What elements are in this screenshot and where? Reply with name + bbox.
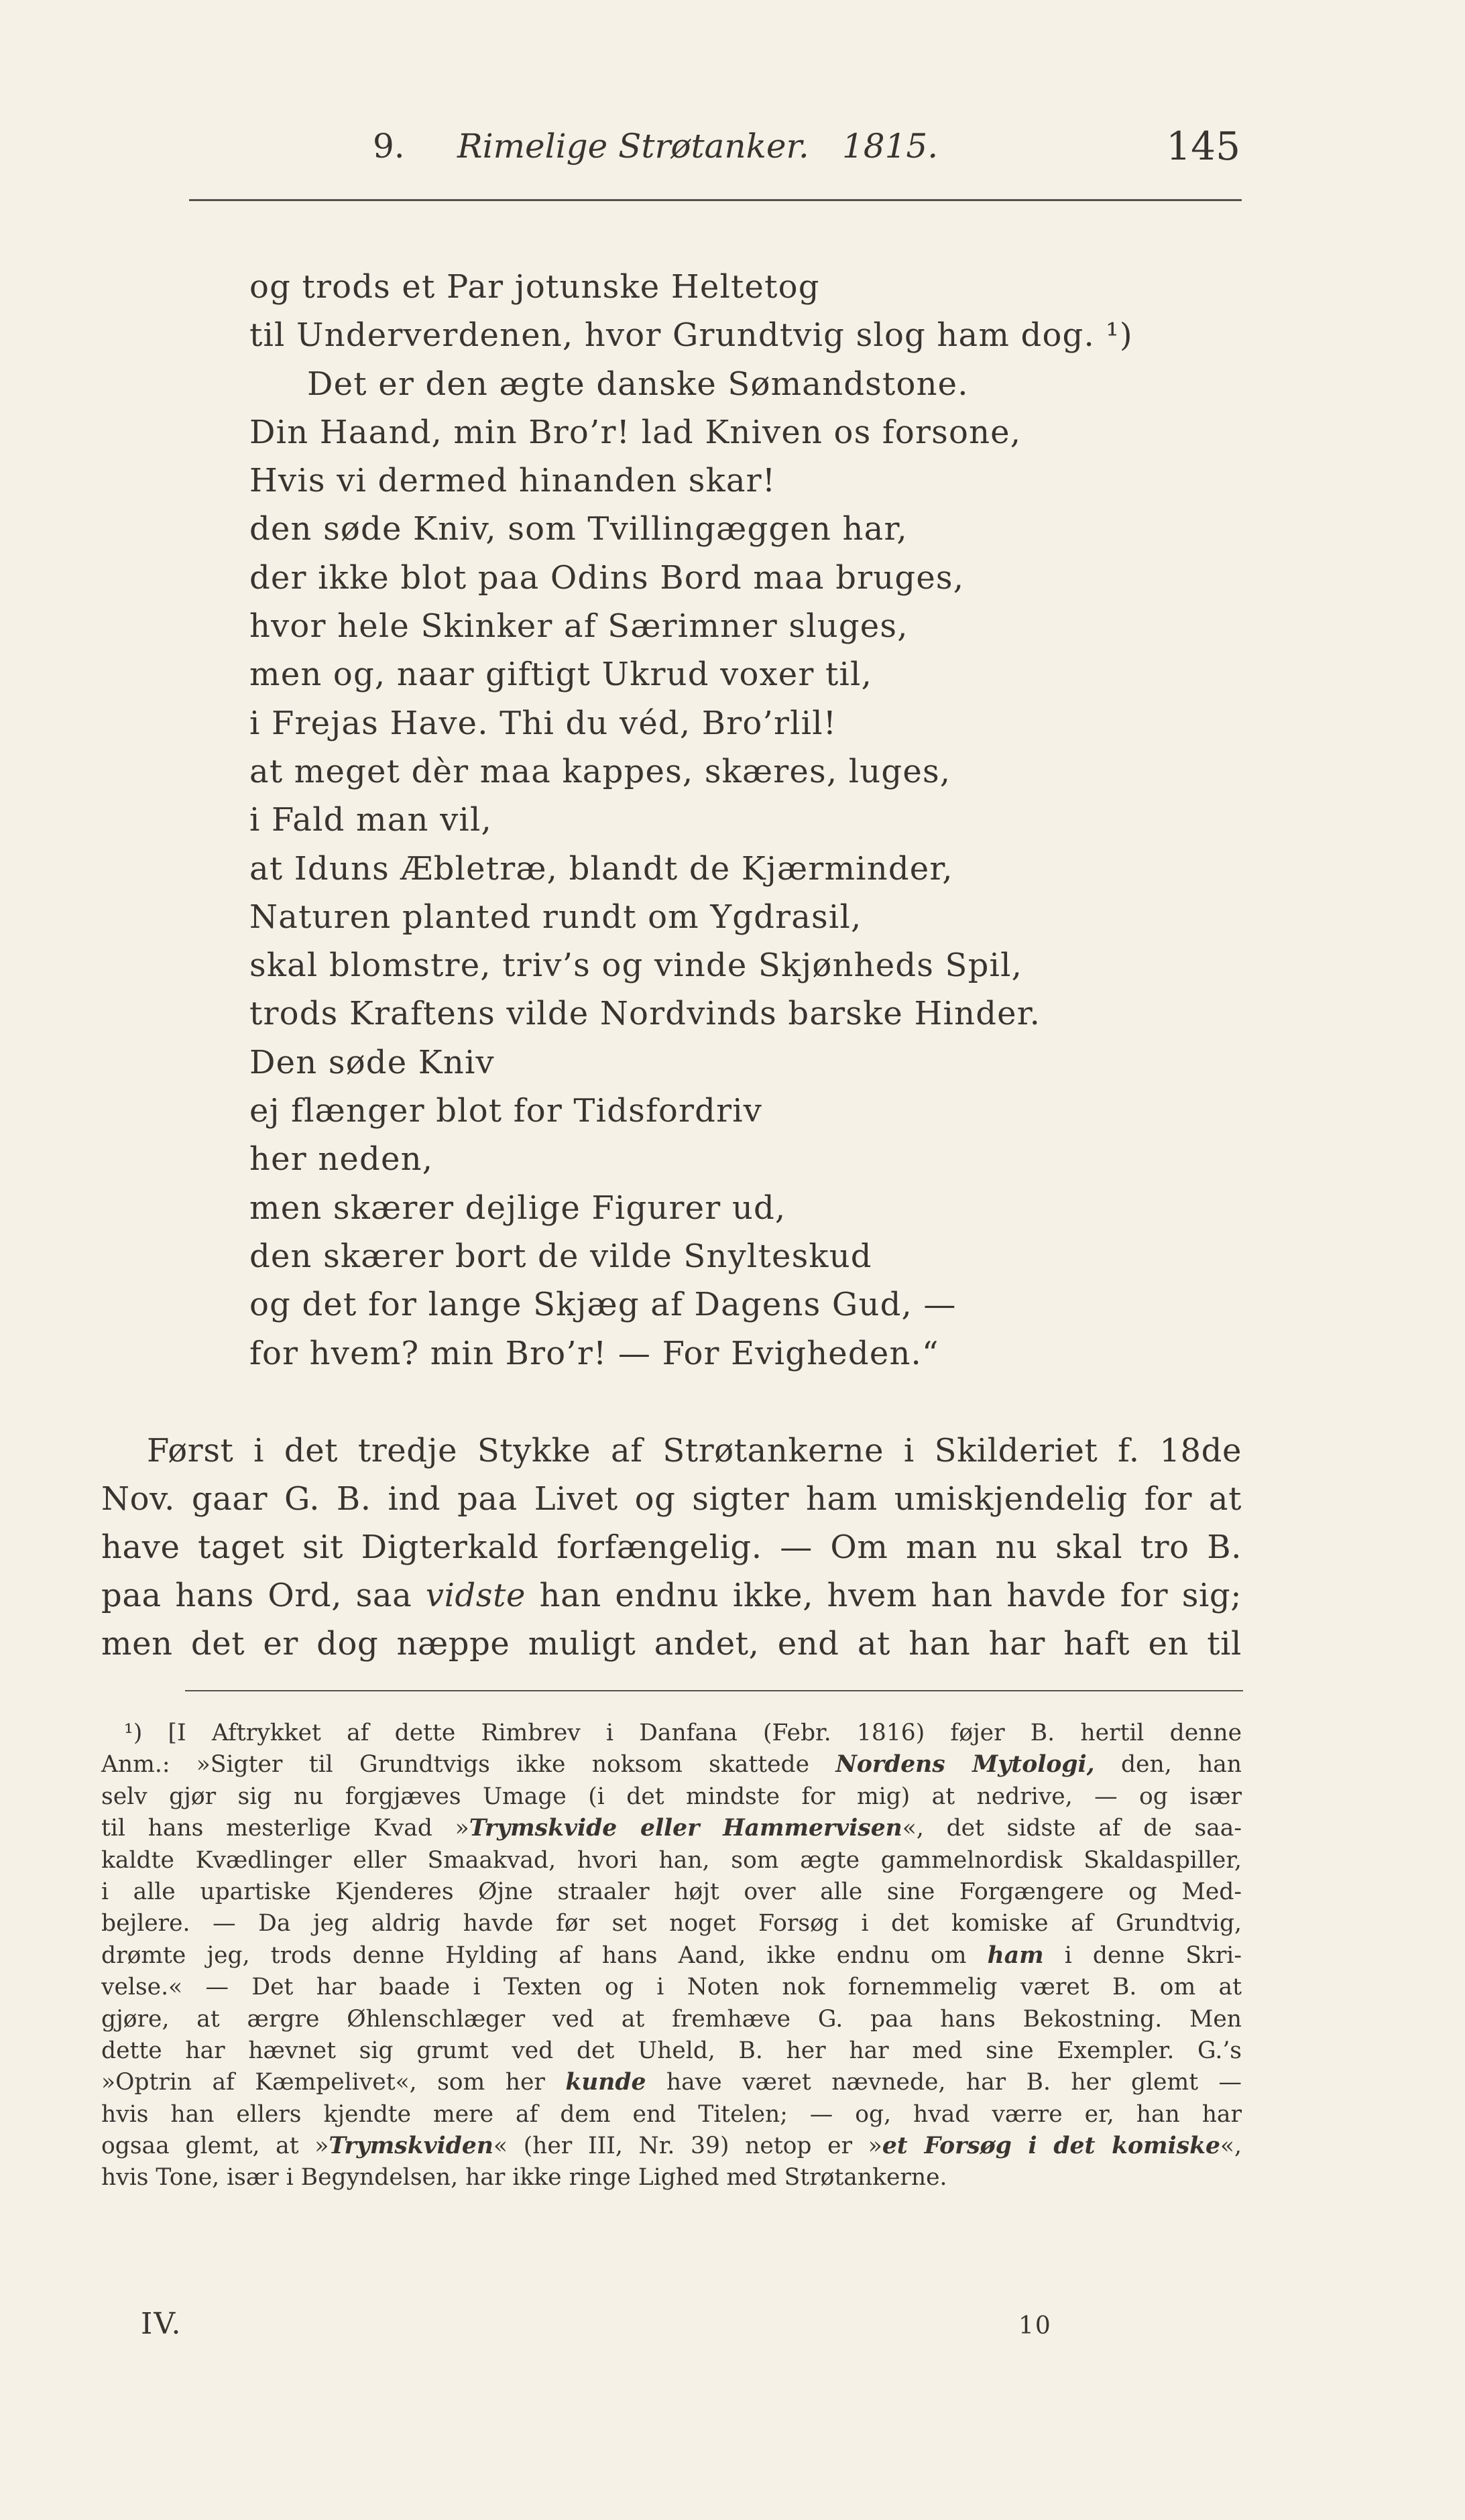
poem-line: Det er den ægte danske Sømandstone.	[307, 365, 969, 403]
footnote-line: hvis Tone, især i Begyndelsen, har ikke ringe Lighed med Strøtankerne.	[101, 2164, 947, 2192]
poem-line: Din Haand, min Bro’r! lad Kniven os forsone,	[249, 413, 1022, 451]
footnote-text: ogsaa glemt, at »	[101, 2133, 329, 2160]
footnote-emphasis: ham	[987, 1941, 1044, 1969]
footnote-line: selv gjør sig nu forgjæves Umage (i det mindste for mig) at nedrive, — og især	[101, 1783, 1242, 1810]
prose-line	[101, 1571, 1242, 1620]
poem-line: at meget dèr maa kappes, skæres, luges,	[249, 752, 951, 790]
poem-line: der ikke blot paa Odins Bord maa bruges,	[249, 558, 965, 597]
prose-emphasis: vidste	[425, 1577, 526, 1614]
poem-line: til Underverdenen, hvor Grundtvig slog ham dog. ¹)	[249, 316, 1133, 355]
sheet-signature: 10	[1018, 2312, 1052, 2340]
footnote-line: bejlere. — Da jeg aldrig havde før set noget Forsøg i det komiske af Grundtvig,	[101, 1910, 1242, 1937]
poem-block	[249, 263, 1202, 1378]
footnote-line: dette har hævnet sig grumt ved det Uheld, B. her har med sine Exempler. G.’s	[101, 2037, 1242, 2064]
footnote-line: gjøre, at ærgre Øhlenschlæger ved at fremhæve G. paa hans Bekostning. Men	[101, 2005, 1242, 2033]
prose-text: han endnu ikke, hvem han havde for sig;	[539, 1577, 1242, 1614]
section-title: Rimelige Strøtanker.	[457, 127, 809, 166]
footnote-emphasis: Trymskviden	[329, 2133, 493, 2160]
footnote-line: kaldte Kvædlinger eller Smaakvad, hvori han, som ægte gammelnordisk Skaldaspiller,	[101, 1846, 1242, 1874]
prose-line: Først i det tredje Stykke af Strøtankerne i Skilderiet f. 18de	[147, 1432, 1242, 1469]
poem-line: at Iduns Æbletræ, blandt de Kjærminder,	[249, 849, 953, 888]
poem-line: Hvis vi dermed hinanden skar!	[249, 462, 776, 500]
poem-line: for hvem? min Bro’r! — For Evigheden.“	[249, 1334, 939, 1372]
prose-paragraph	[101, 1427, 1242, 1668]
header-rule	[189, 199, 1242, 201]
footnote-text: drømte jeg, trods denne Hylding af hans Aand, ikke endnu om	[101, 1941, 967, 1969]
footnote-line	[101, 1749, 1242, 1781]
poem-line: Naturen planted rundt om Ygdrasil,	[249, 898, 862, 936]
poem-line: og det for lange Skjæg af Dagens Gud, —	[249, 1286, 957, 1324]
footnote-emphasis: et Forsøg i det komiske	[882, 2133, 1220, 2160]
prose-line: men det er dog næppe muligt andet, end at han har haft en til	[101, 1625, 1242, 1663]
poem-line: Den søde Kniv	[249, 1043, 495, 1081]
poem-line: trods Kraftens vilde Nordvinds barske Hinder.	[249, 995, 1041, 1033]
poem-line: her neden,	[249, 1140, 434, 1179]
section-year: 1815.	[842, 127, 939, 166]
poem-line: i Fald man vil,	[249, 801, 492, 839]
footnote	[101, 1718, 1242, 2194]
poem-line: ej flænger blot for Tidsfordriv	[249, 1092, 763, 1130]
footnote-line: hvis han ellers kjendte mere af dem end Titelen; — og, hvad værre er, han har	[101, 2100, 1242, 2128]
footnote-line	[101, 2131, 1242, 2162]
footnote-text: til hans mesterlige Kvad »	[101, 1815, 469, 1842]
footnote-text: « (her III, Nr. 39) netop er »	[493, 2133, 882, 2160]
prose-line: Nov. gaar G. B. ind paa Livet og sigter ham umiskjendelig for at	[101, 1480, 1242, 1518]
poem-line: men og, naar giftigt Ukrud voxer til,	[249, 656, 873, 694]
footnote-line: velse.« — Det har baade i Texten og i Noten nok fornemmelig været B. om at	[101, 1974, 1242, 2001]
poem-line: hvor hele Skinker af Særimner sluges,	[249, 607, 909, 646]
poem-line: skal blomstre, triv’s og vinde Skjønheds Spil,	[249, 947, 1023, 985]
footnote-emphasis: Trymskvide eller Hammervisen	[469, 1815, 902, 1842]
running-header	[0, 119, 1465, 173]
footnote-text: »Optrin af Kæmpelivet«, som her	[101, 2069, 545, 2096]
footnote-text: i denne Skri-	[1064, 1941, 1242, 1969]
footnote-rule	[185, 1690, 1243, 1691]
footnote-text: Anm.: »Sigter til Grundtvigs ikke noksom skattede	[101, 1751, 810, 1779]
footnote-text: «, det sidste af de saa-	[902, 1815, 1242, 1842]
volume-signature: IV.	[141, 2307, 182, 2341]
poem-line: men skærer dejlige Figurer ud,	[249, 1189, 786, 1227]
footnote-line	[101, 2067, 1242, 2098]
footnote-emphasis: Nordens Mytologi,	[835, 1751, 1095, 1779]
poem-line: den skærer bort de vilde Snylteskud	[249, 1237, 872, 1275]
page-number: 145	[1166, 123, 1240, 169]
footnote-text: have været nævnede, har B. her glemt —	[666, 2069, 1242, 2096]
prose-text: paa hans Ord, saa	[101, 1577, 412, 1614]
footnote-line	[101, 1940, 1242, 1972]
poem-line: og trods et Par jotunske Heltetog	[249, 268, 820, 306]
footnote-emphasis: kunde	[565, 2069, 646, 2096]
prose-line: have taget sit Digterkald forfængelig. — Om man nu skal tro B.	[101, 1528, 1242, 1566]
footnote-line: ¹) [I Aftrykket af dette Rimbrev i Danfana (Febr. 1816) føjer B. hertil denne	[124, 1720, 1242, 1746]
footnote-line: i alle upartiske Kjenderes Øjne straaler højt over alle sine Forgængere og Med-	[101, 1878, 1242, 1905]
footnote-line	[101, 1813, 1242, 1844]
poem-line: i Frejas Have. Thi du véd, Bro’rlil!	[249, 704, 837, 742]
footnote-text: «,	[1220, 2133, 1242, 2160]
section-number: 9.	[373, 127, 405, 166]
poem-line: den søde Kniv, som Tvillingæggen har,	[249, 510, 908, 548]
footnote-text: den, han	[1120, 1751, 1242, 1779]
